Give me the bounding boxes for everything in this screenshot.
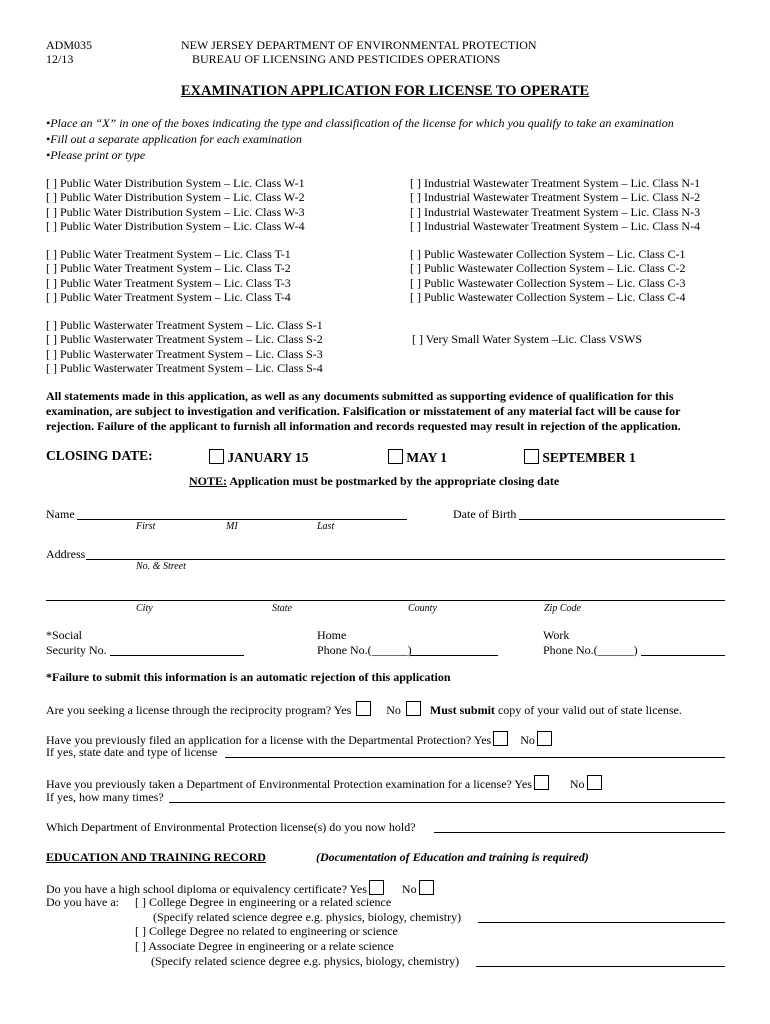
closing-option-september[interactable]: SEPTEMBER 1	[522, 449, 636, 465]
may-checkbox[interactable]	[388, 449, 403, 464]
work-phone-label-1: Work	[543, 628, 570, 642]
license-option-n3[interactable]: [ ] Industrial Wastewater Treatment System – Lic. Class N-3	[410, 205, 701, 219]
license-option-w4[interactable]: [ ] Public Water Distribution System – Lic. Class W-4	[46, 219, 305, 233]
exam-times-input[interactable]	[169, 802, 725, 803]
ssn-label-1: *Social	[46, 628, 82, 642]
dob-label: Date of Birth	[453, 507, 517, 521]
city-state-input[interactable]	[46, 600, 725, 601]
license-option-w1[interactable]: [ ] Public Water Distribution System – Lic. Class W-1	[46, 176, 305, 190]
license-option-c4[interactable]: [ ] Public Wastewater Collection System – Lic. Class C-4	[410, 290, 686, 304]
license-option-n4[interactable]: [ ] Industrial Wastewater Treatment System – Lic. Class N-4	[410, 219, 701, 233]
ssn-label-2: Security No.	[46, 643, 107, 657]
degree-3-specify-input[interactable]	[476, 966, 725, 967]
reciprocity-no-checkbox[interactable]	[406, 701, 421, 716]
current-license-question: Which Department of Environmental Protection license(s) do you now hold?	[46, 820, 416, 834]
september-checkbox[interactable]	[524, 449, 539, 464]
diploma-yes-checkbox[interactable]	[369, 880, 384, 895]
form-title: EXAMINATION APPLICATION FOR LICENSE TO OPERATE	[180, 83, 590, 99]
previous-application-no-checkbox[interactable]	[537, 731, 552, 746]
license-option-n1[interactable]: [ ] Industrial Wastewater Treatment System – Lic. Class N-1	[410, 176, 701, 190]
work-phone-input[interactable]	[641, 655, 725, 656]
work-phone-label-2: Phone No.(______)	[543, 643, 638, 657]
degree-option-college-other[interactable]: [ ] College Degree no related to engineering or science	[135, 924, 398, 938]
bureau-name: BUREAU OF LICENSING AND PESTICIDES OPERATIONS	[192, 52, 501, 66]
closing-option-january[interactable]: JANUARY 15	[207, 449, 309, 465]
current-license-input[interactable]	[434, 832, 725, 833]
previous-application-followup: If yes, state date and type of license	[46, 745, 218, 759]
street-hint: No. & Street	[136, 561, 186, 572]
legal-statement: All statements made in this application, as well as any documents submitted as supporting evidence of qualification for this examination, are subject to investigation and verification. Falsification or misstatement of any material fact will be cause for rejection. Failure of the applicant to furnish all information and records requested may result in rejection of the application.	[46, 389, 681, 433]
previous-application-question: Have you previously filed an application for a license with the Departmental Protection? Yes No	[46, 731, 552, 747]
license-option-s3[interactable]: [ ] Public Wasterwater Treatment System – Lic. Class S-3	[46, 347, 323, 361]
form-date: 12/13	[46, 52, 74, 66]
closing-date-label: CLOSING DATE:	[46, 448, 153, 463]
license-option-t2[interactable]: [ ] Public Water Treatment System – Lic. Class T-2	[46, 261, 291, 275]
last-name-hint: Last	[317, 521, 335, 532]
name-input[interactable]	[77, 519, 407, 520]
home-phone-input[interactable]	[410, 655, 498, 656]
city-hint: City	[136, 603, 153, 614]
dob-input[interactable]	[519, 519, 725, 520]
license-option-s4[interactable]: [ ] Public Wasterwater Treatment System – Lic. Class S-4	[46, 361, 323, 375]
license-type-input[interactable]	[225, 757, 725, 758]
license-option-c1[interactable]: [ ] Public Wastewater Collection System – Lic. Class C-1	[410, 247, 686, 261]
license-option-w3[interactable]: [ ] Public Water Distribution System – Lic. Class W-3	[46, 205, 305, 219]
closing-option-may[interactable]: MAY 1	[386, 449, 447, 465]
state-hint: State	[272, 603, 292, 614]
license-option-n2[interactable]: [ ] Industrial Wastewater Treatment System – Lic. Class N-2	[410, 190, 701, 204]
reciprocity-question: Are you seeking a license through the reciprocity program? Yes No Must submit copy of your valid out of state license.	[46, 703, 682, 717]
previous-exam-followup: If yes, how many times?	[46, 790, 164, 804]
reciprocity-yes-checkbox[interactable]	[356, 701, 371, 716]
degree-option-associate[interactable]: [ ] Associate Degree in engineering or a relate science	[135, 939, 394, 953]
january-checkbox[interactable]	[209, 449, 224, 464]
degree-option-college-engineering[interactable]: [ ] College Degree in engineering or a related science	[135, 895, 392, 909]
degree-question: Do you have a:	[46, 895, 119, 909]
license-option-s1[interactable]: [ ] Public Wasterwater Treatment System – Lic. Class S-1	[46, 318, 323, 332]
education-note: (Documentation of Education and training is required)	[316, 850, 589, 864]
license-option-c3[interactable]: [ ] Public Wastewater Collection System – Lic. Class C-3	[410, 276, 686, 290]
previous-exam-yes-checkbox[interactable]	[534, 775, 549, 790]
closing-note: NOTE: Application must be postmarked by the appropriate closing date	[189, 474, 560, 488]
county-hint: County	[408, 603, 437, 614]
diploma-question: Do you have a high school diploma or equivalency certificate? Yes No	[46, 880, 434, 896]
degree-option-1-hint: (Specify related science degree e.g. physics, biology, chemistry)	[153, 910, 462, 924]
license-option-t4[interactable]: [ ] Public Water Treatment System – Lic. Class T-4	[46, 290, 291, 304]
name-label: Name	[46, 507, 75, 521]
license-option-t1[interactable]: [ ] Public Water Treatment System – Lic. Class T-1	[46, 247, 291, 261]
street-input[interactable]	[86, 559, 725, 560]
first-name-hint: First	[136, 521, 156, 532]
failure-note: *Failure to submit this information is an automatic rejection of this application	[46, 670, 451, 684]
home-phone-label-1: Home	[317, 628, 347, 642]
license-option-vsws[interactable]: [ ] Very Small Water System –Lic. Class VSWS	[412, 332, 643, 346]
license-option-w2[interactable]: [ ] Public Water Distribution System – Lic. Class W-2	[46, 190, 305, 204]
zip-hint: Zip Code	[544, 603, 581, 614]
form-id: ADM035	[46, 38, 93, 52]
previous-exam-no-checkbox[interactable]	[587, 775, 602, 790]
instruction-1: •Place an “X” in one of the boxes indicating the type and classification of the license for which you qualify to take an examination	[46, 116, 674, 130]
diploma-no-checkbox[interactable]	[419, 880, 434, 895]
address-label: Address	[46, 547, 86, 561]
education-heading: EDUCATION AND TRAINING RECORD	[46, 850, 266, 864]
license-option-c2[interactable]: [ ] Public Wastewater Collection System – Lic. Class C-2	[410, 261, 686, 275]
ssn-input[interactable]	[110, 655, 244, 656]
previous-application-yes-checkbox[interactable]	[493, 731, 508, 746]
instruction-3: •Please print or type	[46, 148, 146, 162]
department-name: NEW JERSEY DEPARTMENT OF ENVIRONMENTAL PROTECTION	[181, 38, 537, 52]
degree-1-specify-input[interactable]	[478, 922, 725, 923]
instruction-2: •Fill out a separate application for each examination	[46, 132, 302, 146]
mi-hint: MI	[226, 521, 238, 532]
degree-option-3-hint: (Specify related science degree e.g. physics, biology, chemistry)	[151, 954, 460, 968]
license-option-t3[interactable]: [ ] Public Water Treatment System – Lic. Class T-3	[46, 276, 291, 290]
license-option-s2[interactable]: [ ] Public Wasterwater Treatment System – Lic. Class S-2	[46, 332, 323, 346]
previous-exam-question: Have you previously taken a Department of Environmental Protection examination for a license? Yes No	[46, 775, 602, 791]
home-phone-label-2: Phone No.(______)	[317, 643, 412, 657]
